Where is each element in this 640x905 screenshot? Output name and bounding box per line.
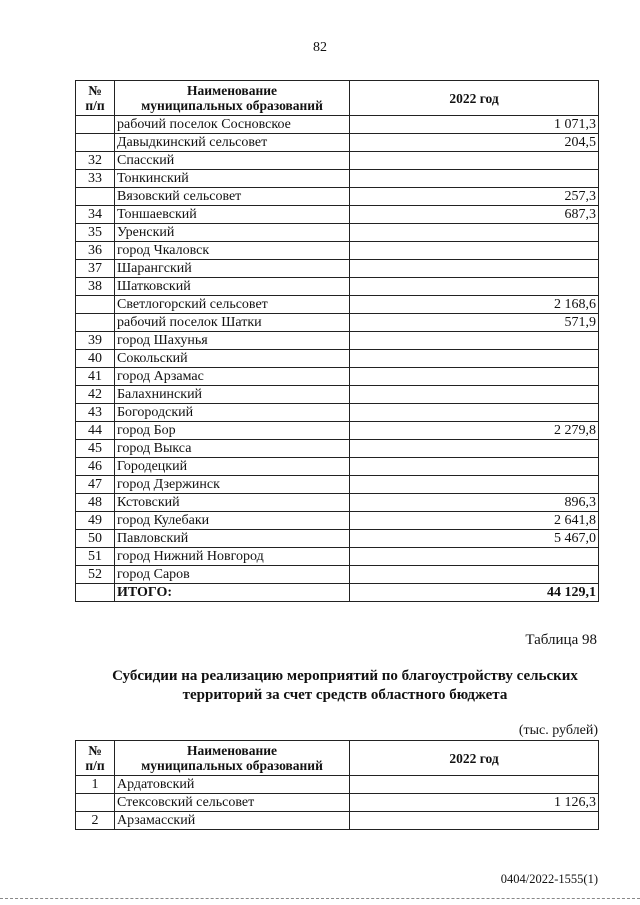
row-name: город Чкаловск [115,242,350,260]
row-name: Кстовский [115,494,350,512]
table-row [76,152,599,170]
row-value: 204,5 [350,134,599,152]
row-name: город Нижний Новгород [115,548,350,566]
row-number: 46 [76,458,115,476]
row-name: Сокольский [115,350,350,368]
row-number: 44 [76,422,115,440]
header-name-line2: муниципальных образований [141,98,323,113]
header-name [115,741,350,776]
row-number: 2 [76,812,115,830]
table-row [76,188,599,206]
table-row [76,440,599,458]
row-value [350,368,599,386]
row-number: 38 [76,278,115,296]
row-number: 48 [76,494,115,512]
row-value: 2 641,8 [350,512,599,530]
row-number: 47 [76,476,115,494]
row-number [76,794,115,812]
row-value [350,152,599,170]
table-row [76,278,599,296]
table-body [76,776,599,830]
table-row [76,548,599,566]
header-name-line1: Наименование [187,743,277,758]
row-value: 2 168,6 [350,296,599,314]
row-value: 687,3 [350,206,599,224]
row-number [76,314,115,332]
row-name: Тоншаевский [115,206,350,224]
table-body [76,116,599,602]
row-value [350,566,599,584]
table-row [76,260,599,278]
table-row [76,494,599,512]
row-value [350,242,599,260]
table-row [76,476,599,494]
row-value [350,278,599,296]
row-name: Тонкинский [115,170,350,188]
row-number: 35 [76,224,115,242]
row-name: Павловский [115,530,350,548]
row-name: город Шахунья [115,332,350,350]
row-name: город Кулебаки [115,512,350,530]
table-row [76,404,599,422]
row-value: 1 071,3 [350,116,599,134]
row-value [350,224,599,242]
table-row [76,350,599,368]
row-name: Арзамасский [115,812,350,830]
header-name-line1: Наименование [187,83,277,98]
total-row [76,584,599,602]
page-number: 82 [313,40,327,55]
row-value: 5 467,0 [350,530,599,548]
row-value: 896,3 [350,494,599,512]
table-header-row [76,741,599,776]
page-bottom-rule [0,898,640,899]
row-value [350,476,599,494]
row-name: Спасский [115,152,350,170]
row-value: 2 279,8 [350,422,599,440]
table-row [76,386,599,404]
row-number [76,134,115,152]
total-label: ИТОГО: [115,584,350,602]
row-number [76,116,115,134]
header-name-line2: муниципальных образований [141,758,323,773]
row-number: 51 [76,548,115,566]
header-num [76,81,115,116]
table-row [76,512,599,530]
units-label: (тыс. рублей) [518,723,598,738]
table-row [76,530,599,548]
row-name: город Саров [115,566,350,584]
row-name: Шарангский [115,260,350,278]
row-value [350,332,599,350]
row-number: 37 [76,260,115,278]
header-year: 2022 год [350,81,599,116]
table-label: Таблица 98 [525,632,597,648]
row-number: 42 [76,386,115,404]
row-number: 39 [76,332,115,350]
row-value: 571,9 [350,314,599,332]
row-number: 52 [76,566,115,584]
row-number: 43 [76,404,115,422]
row-number [76,188,115,206]
table-row [76,170,599,188]
header-num-line2: п/п [85,98,105,113]
header-num-line1: № [88,83,102,98]
table-row [76,224,599,242]
header-num-line2: п/п [85,758,105,773]
table-subtitle: Субсидии на реализацию мероприятий по благоустройству сельских территорий за счет средств областного бюджета [112,668,578,703]
subsidy-table-98 [75,740,599,830]
table-row [76,116,599,134]
row-value [350,458,599,476]
total-value: 44 129,1 [350,584,599,602]
row-name: Стексовский сельсовет [115,794,350,812]
row-name: Балахнинский [115,386,350,404]
table-row [76,134,599,152]
row-name: город Дзержинск [115,476,350,494]
row-number: 49 [76,512,115,530]
row-value [350,350,599,368]
row-name: город Бор [115,422,350,440]
row-name: город Выкса [115,440,350,458]
header-num [76,741,115,776]
row-value [350,386,599,404]
row-number: 45 [76,440,115,458]
table-row [76,458,599,476]
row-name: Ардатовский [115,776,350,794]
table-row [76,332,599,350]
row-number [76,296,115,314]
row-number: 33 [76,170,115,188]
table-row [76,794,599,812]
header-name [115,81,350,116]
row-name: Городецкий [115,458,350,476]
row-name: Богородский [115,404,350,422]
row-name: Шатковский [115,278,350,296]
table-row [76,314,599,332]
row-value [350,776,599,794]
row-number: 32 [76,152,115,170]
table-row [76,566,599,584]
row-value: 1 126,3 [350,794,599,812]
row-number: 36 [76,242,115,260]
row-number: 41 [76,368,115,386]
row-value [350,548,599,566]
table-row [76,368,599,386]
row-name: Вязовский сельсовет [115,188,350,206]
row-name: рабочий поселок Сосновское [115,116,350,134]
row-value [350,170,599,188]
row-value [350,812,599,830]
table-header-row [76,81,599,116]
row-number: 34 [76,206,115,224]
row-number: 1 [76,776,115,794]
table-row [76,242,599,260]
row-number: 50 [76,530,115,548]
row-number: 40 [76,350,115,368]
row-name: Уренский [115,224,350,242]
document-code: 0404/2022-1555(1) [500,872,598,886]
row-name: Давыдкинский сельсовет [115,134,350,152]
table-row [76,296,599,314]
row-name: рабочий поселок Шатки [115,314,350,332]
total-num-cell [76,584,115,602]
table-row [76,812,599,830]
row-name: город Арзамас [115,368,350,386]
table-row [76,776,599,794]
row-value [350,404,599,422]
table-row [76,206,599,224]
row-value [350,440,599,458]
row-name: Светлогорский сельсовет [115,296,350,314]
header-year: 2022 год [350,741,599,776]
header-num-line1: № [88,743,102,758]
subsidy-table-continued [75,80,599,602]
row-value [350,260,599,278]
row-value: 257,3 [350,188,599,206]
table-row [76,422,599,440]
